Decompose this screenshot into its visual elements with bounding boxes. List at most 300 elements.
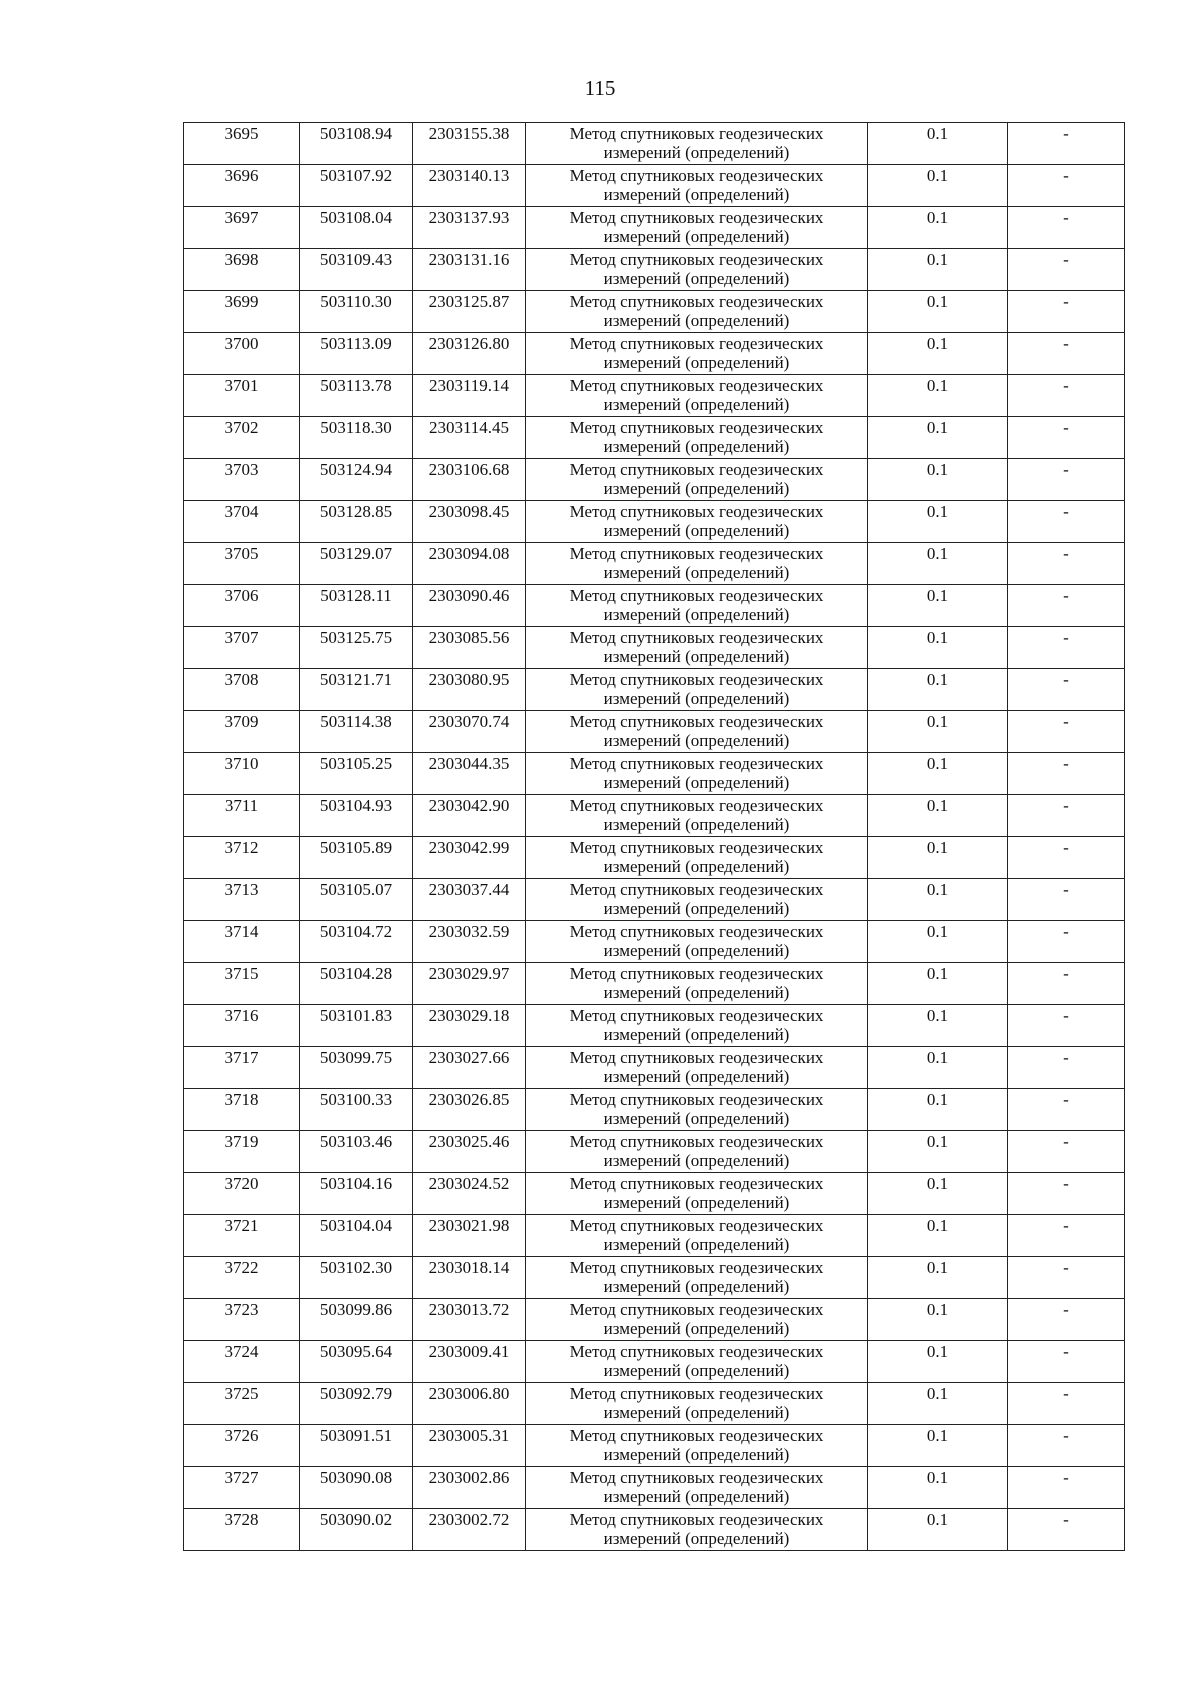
y-coordinate-cell-text: 2303005.31 (428, 1426, 510, 1445)
y-coordinate-cell (413, 753, 526, 795)
y-coordinate-cell (413, 501, 526, 543)
table-row (184, 207, 1125, 249)
extra-value-cell-text: - (1063, 460, 1069, 479)
method-cell (526, 333, 868, 375)
method-line-2: измерений (определений) (603, 563, 790, 582)
y-coordinate-cell (413, 1215, 526, 1257)
table-row (184, 1467, 1125, 1509)
accuracy-cell (868, 1299, 1008, 1341)
y-coordinate-cell-text: 2303025.46 (428, 1132, 510, 1151)
extra-value-cell-text: - (1063, 1216, 1069, 1235)
y-coordinate-cell-text: 2303080.95 (428, 670, 510, 689)
table-row (184, 711, 1125, 753)
extra-value-cell (1008, 333, 1125, 375)
point-number-cell-text: 3718 (224, 1090, 259, 1109)
table-row (184, 543, 1125, 585)
y-coordinate-cell-text: 2303013.72 (428, 1300, 510, 1319)
extra-value-cell (1008, 1215, 1125, 1257)
x-coordinate-cell-text: 503113.78 (320, 376, 392, 395)
point-number-cell-text: 3696 (224, 166, 259, 185)
x-coordinate-cell (300, 501, 413, 543)
point-number-cell (184, 1383, 300, 1425)
x-coordinate-cell-text: 503124.94 (319, 460, 393, 479)
accuracy-cell-text: 0.1 (926, 586, 949, 605)
table-row (184, 837, 1125, 879)
method-line-2: измерений (определений) (603, 143, 790, 162)
y-coordinate-cell (413, 585, 526, 627)
method-cell (526, 375, 868, 417)
method-line-2: измерений (определений) (603, 269, 790, 288)
accuracy-cell-text: 0.1 (926, 628, 949, 647)
method-line-2: измерений (определений) (603, 185, 790, 204)
method-cell (526, 627, 868, 669)
table-row (184, 753, 1125, 795)
x-coordinate-cell-text: 503102.30 (319, 1258, 393, 1277)
method-line-2: измерений (определений) (603, 1277, 790, 1296)
y-coordinate-cell-text: 2303131.16 (428, 250, 510, 269)
method-line-2: измерений (определений) (603, 605, 790, 624)
x-coordinate-cell (300, 921, 413, 963)
extra-value-cell (1008, 1467, 1125, 1509)
point-number-cell (184, 627, 300, 669)
table-row (184, 921, 1125, 963)
x-coordinate-cell-text: 503104.93 (319, 796, 393, 815)
point-number-cell (184, 837, 300, 879)
table-row (184, 417, 1125, 459)
method-cell (526, 1299, 868, 1341)
method-line-2: измерений (определений) (603, 899, 790, 918)
point-number-cell (184, 333, 300, 375)
point-number-cell-text: 3713 (224, 880, 259, 899)
extra-value-cell-text: - (1063, 334, 1069, 353)
x-coordinate-cell-text: 503105.07 (319, 880, 393, 899)
extra-value-cell-text: - (1063, 1132, 1069, 1151)
accuracy-cell-text: 0.1 (926, 964, 949, 983)
method-line-2: измерений (определений) (603, 1151, 790, 1170)
accuracy-cell-text: 0.1 (926, 1384, 949, 1403)
y-coordinate-cell-text: 2303042.90 (428, 796, 510, 815)
accuracy-cell-text: 0.1 (926, 922, 949, 941)
point-number-cell-text: 3697 (224, 208, 259, 227)
point-number-cell-text: 3716 (224, 1006, 259, 1025)
method-cell (526, 165, 868, 207)
table-row (184, 501, 1125, 543)
method-line-2: измерений (определений) (603, 1193, 790, 1212)
x-coordinate-cell (300, 1047, 413, 1089)
x-coordinate-cell (300, 1299, 413, 1341)
extra-value-cell-text: - (1063, 922, 1069, 941)
method-cell (526, 501, 868, 543)
point-number-cell (184, 123, 300, 165)
table-row (184, 1425, 1125, 1467)
x-coordinate-cell-text: 503095.64 (319, 1342, 393, 1361)
point-number-cell-text: 3715 (224, 964, 259, 983)
method-line-2: измерений (определений) (603, 1361, 790, 1380)
point-number-cell (184, 1299, 300, 1341)
x-coordinate-cell-text: 503125.75 (319, 628, 393, 647)
extra-value-cell-text: - (1063, 586, 1069, 605)
x-coordinate-cell-text: 503113.09 (320, 334, 392, 353)
table-row (184, 333, 1125, 375)
method-line-1: Метод спутниковых геодезических (569, 1468, 824, 1487)
extra-value-cell (1008, 249, 1125, 291)
extra-value-cell-text: - (1063, 1174, 1069, 1193)
point-number-cell-text: 3727 (224, 1468, 259, 1487)
method-line-2: измерений (определений) (603, 1235, 790, 1254)
accuracy-cell-text: 0.1 (926, 124, 949, 143)
x-coordinate-cell-text: 503100.33 (319, 1090, 393, 1109)
table-row (184, 1383, 1125, 1425)
y-coordinate-cell-text: 2303137.93 (428, 208, 510, 227)
x-coordinate-cell-text: 503109.43 (319, 250, 393, 269)
x-coordinate-cell-text: 503128.11 (320, 586, 392, 605)
x-coordinate-cell-text: 503104.72 (319, 922, 393, 941)
accuracy-cell (868, 291, 1008, 333)
accuracy-cell-text: 0.1 (926, 1048, 949, 1067)
table-row (184, 1047, 1125, 1089)
method-cell (526, 921, 868, 963)
y-coordinate-cell-text: 2303009.41 (428, 1342, 510, 1361)
accuracy-cell-text: 0.1 (926, 292, 949, 311)
point-number-cell (184, 1005, 300, 1047)
method-line-2: измерений (определений) (603, 311, 790, 330)
method-line-1: Метод спутниковых геодезических (569, 796, 824, 815)
extra-value-cell (1008, 417, 1125, 459)
table-row (184, 963, 1125, 1005)
method-line-1: Метод спутниковых геодезических (569, 712, 824, 731)
method-line-1: Метод спутниковых геодезических (569, 1090, 824, 1109)
point-number-cell (184, 795, 300, 837)
method-cell (526, 1257, 868, 1299)
point-number-cell-text: 3703 (224, 460, 259, 479)
point-number-cell-text: 3722 (224, 1258, 259, 1277)
accuracy-cell (868, 963, 1008, 1005)
y-coordinate-cell-text: 2303002.72 (428, 1510, 510, 1529)
x-coordinate-cell-text: 503092.79 (319, 1384, 393, 1403)
x-coordinate-cell (300, 711, 413, 753)
y-coordinate-cell-text: 2303114.45 (428, 418, 510, 437)
table-row (184, 291, 1125, 333)
x-coordinate-cell (300, 543, 413, 585)
y-coordinate-cell (413, 1257, 526, 1299)
method-cell (526, 249, 868, 291)
y-coordinate-cell (413, 837, 526, 879)
extra-value-cell (1008, 1089, 1125, 1131)
extra-value-cell-text: - (1063, 166, 1069, 185)
accuracy-cell (868, 123, 1008, 165)
y-coordinate-cell-text: 2303140.13 (428, 166, 510, 185)
y-coordinate-cell-text: 2303126.80 (428, 334, 510, 353)
accuracy-cell (868, 837, 1008, 879)
x-coordinate-cell (300, 1467, 413, 1509)
x-coordinate-cell (300, 879, 413, 921)
method-line-1: Метод спутниковых геодезических (569, 628, 824, 647)
accuracy-cell-text: 0.1 (926, 670, 949, 689)
extra-value-cell (1008, 1299, 1125, 1341)
method-cell (526, 1089, 868, 1131)
accuracy-cell (868, 921, 1008, 963)
x-coordinate-cell-text: 503108.94 (319, 124, 393, 143)
point-number-cell-text: 3714 (224, 922, 259, 941)
extra-value-cell (1008, 1173, 1125, 1215)
point-number-cell-text: 3705 (224, 544, 259, 563)
method-cell (526, 795, 868, 837)
extra-value-cell (1008, 1425, 1125, 1467)
y-coordinate-cell-text: 2303119.14 (428, 376, 510, 395)
extra-value-cell-text: - (1063, 1510, 1069, 1529)
method-line-1: Метод спутниковых геодезических (569, 922, 824, 941)
y-coordinate-cell (413, 963, 526, 1005)
x-coordinate-cell-text: 503090.08 (319, 1468, 393, 1487)
y-coordinate-cell-text: 2303032.59 (428, 922, 510, 941)
extra-value-cell (1008, 879, 1125, 921)
method-line-1: Метод спутниковых геодезических (569, 1174, 824, 1193)
method-cell (526, 837, 868, 879)
extra-value-cell (1008, 1383, 1125, 1425)
x-coordinate-cell-text: 503105.25 (319, 754, 393, 773)
point-number-cell-text: 3720 (224, 1174, 259, 1193)
point-number-cell-text: 3728 (224, 1510, 259, 1529)
y-coordinate-cell (413, 417, 526, 459)
y-coordinate-cell (413, 333, 526, 375)
point-number-cell (184, 417, 300, 459)
method-line-1: Метод спутниковых геодезических (569, 1216, 824, 1235)
accuracy-cell (868, 501, 1008, 543)
point-number-cell (184, 753, 300, 795)
extra-value-cell (1008, 1131, 1125, 1173)
x-coordinate-cell-text: 503110.30 (320, 292, 392, 311)
coordinates-table (183, 122, 1125, 1551)
accuracy-cell (868, 333, 1008, 375)
table-row (184, 1509, 1125, 1551)
method-line-2: измерений (определений) (603, 1529, 790, 1548)
method-cell (526, 711, 868, 753)
accuracy-cell-text: 0.1 (926, 460, 949, 479)
x-coordinate-cell (300, 291, 413, 333)
extra-value-cell-text: - (1063, 880, 1069, 899)
accuracy-cell (868, 711, 1008, 753)
accuracy-cell-text: 0.1 (926, 1006, 949, 1025)
y-coordinate-cell-text: 2303106.68 (428, 460, 510, 479)
x-coordinate-cell-text: 503090.02 (319, 1510, 393, 1529)
method-cell (526, 291, 868, 333)
accuracy-cell-text: 0.1 (926, 502, 949, 521)
table-row (184, 1341, 1125, 1383)
accuracy-cell-text: 0.1 (926, 1174, 949, 1193)
point-number-cell-text: 3702 (224, 418, 259, 437)
x-coordinate-cell (300, 753, 413, 795)
y-coordinate-cell-text: 2303070.74 (428, 712, 510, 731)
accuracy-cell (868, 753, 1008, 795)
method-line-1: Метод спутниковых геодезических (569, 1006, 824, 1025)
method-line-1: Метод спутниковых геодезических (569, 208, 824, 227)
extra-value-cell-text: - (1063, 502, 1069, 521)
point-number-cell (184, 207, 300, 249)
x-coordinate-cell (300, 963, 413, 1005)
point-number-cell-text: 3724 (224, 1342, 259, 1361)
method-line-1: Метод спутниковых геодезических (569, 250, 824, 269)
point-number-cell (184, 585, 300, 627)
method-cell (526, 963, 868, 1005)
y-coordinate-cell-text: 2303044.35 (428, 754, 510, 773)
point-number-cell (184, 921, 300, 963)
method-cell (526, 1173, 868, 1215)
extra-value-cell (1008, 543, 1125, 585)
method-line-2: измерений (определений) (603, 941, 790, 960)
point-number-cell (184, 669, 300, 711)
extra-value-cell (1008, 753, 1125, 795)
method-cell (526, 1383, 868, 1425)
method-line-1: Метод спутниковых геодезических (569, 376, 824, 395)
accuracy-cell (868, 1467, 1008, 1509)
method-cell (526, 1005, 868, 1047)
method-line-2: измерений (определений) (603, 521, 790, 540)
x-coordinate-cell (300, 837, 413, 879)
point-number-cell (184, 375, 300, 417)
accuracy-cell (868, 207, 1008, 249)
y-coordinate-cell (413, 207, 526, 249)
x-coordinate-cell (300, 585, 413, 627)
method-line-2: измерений (определений) (603, 1025, 790, 1044)
extra-value-cell-text: - (1063, 1258, 1069, 1277)
point-number-cell (184, 543, 300, 585)
accuracy-cell (868, 1131, 1008, 1173)
y-coordinate-cell (413, 375, 526, 417)
point-number-cell (184, 879, 300, 921)
table-row (184, 459, 1125, 501)
method-line-1: Метод спутниковых геодезических (569, 1258, 824, 1277)
accuracy-cell-text: 0.1 (926, 712, 949, 731)
extra-value-cell (1008, 375, 1125, 417)
accuracy-cell (868, 1509, 1008, 1551)
point-number-cell (184, 1089, 300, 1131)
x-coordinate-cell-text: 503114.38 (320, 712, 392, 731)
x-coordinate-cell (300, 1089, 413, 1131)
extra-value-cell (1008, 165, 1125, 207)
extra-value-cell-text: - (1063, 292, 1069, 311)
method-cell (526, 1047, 868, 1089)
point-number-cell-text: 3708 (224, 670, 259, 689)
accuracy-cell-text: 0.1 (926, 880, 949, 899)
extra-value-cell (1008, 459, 1125, 501)
point-number-cell (184, 291, 300, 333)
table-row (184, 1173, 1125, 1215)
y-coordinate-cell-text: 2303029.18 (428, 1006, 510, 1025)
extra-value-cell-text: - (1063, 1426, 1069, 1445)
x-coordinate-cell (300, 795, 413, 837)
point-number-cell (184, 1215, 300, 1257)
point-number-cell-text: 3721 (224, 1216, 259, 1235)
method-line-1: Метод спутниковых геодезических (569, 460, 824, 479)
y-coordinate-cell (413, 879, 526, 921)
x-coordinate-cell (300, 375, 413, 417)
method-line-1: Метод спутниковых геодезических (569, 166, 824, 185)
y-coordinate-cell-text: 2303085.56 (428, 628, 510, 647)
point-number-cell-text: 3719 (224, 1132, 259, 1151)
table-row (184, 165, 1125, 207)
point-number-cell (184, 249, 300, 291)
table-row (184, 585, 1125, 627)
method-cell (526, 1509, 868, 1551)
accuracy-cell (868, 1341, 1008, 1383)
point-number-cell-text: 3717 (224, 1048, 259, 1067)
x-coordinate-cell (300, 165, 413, 207)
method-cell (526, 207, 868, 249)
y-coordinate-cell-text: 2303024.52 (428, 1174, 510, 1193)
method-cell (526, 1425, 868, 1467)
extra-value-cell (1008, 1005, 1125, 1047)
extra-value-cell (1008, 1047, 1125, 1089)
method-line-1: Метод спутниковых геодезических (569, 1300, 824, 1319)
method-line-2: измерений (определений) (603, 1403, 790, 1422)
method-line-2: измерений (определений) (603, 437, 790, 456)
y-coordinate-cell-text: 2303037.44 (428, 880, 510, 899)
accuracy-cell-text: 0.1 (926, 1468, 949, 1487)
method-line-2: измерений (определений) (603, 227, 790, 246)
accuracy-cell (868, 1425, 1008, 1467)
y-coordinate-cell (413, 543, 526, 585)
accuracy-cell (868, 1089, 1008, 1131)
table-row (184, 627, 1125, 669)
accuracy-cell-text: 0.1 (926, 1426, 949, 1445)
point-number-cell-text: 3704 (224, 502, 259, 521)
x-coordinate-cell (300, 1173, 413, 1215)
accuracy-cell-text: 0.1 (926, 544, 949, 563)
accuracy-cell-text: 0.1 (926, 838, 949, 857)
accuracy-cell (868, 543, 1008, 585)
method-line-1: Метод спутниковых геодезических (569, 586, 824, 605)
x-coordinate-cell-text: 503104.04 (319, 1216, 393, 1235)
x-coordinate-cell (300, 1509, 413, 1551)
point-number-cell (184, 963, 300, 1005)
y-coordinate-cell (413, 249, 526, 291)
x-coordinate-cell (300, 627, 413, 669)
point-number-cell (184, 1257, 300, 1299)
method-line-1: Метод спутниковых геодезических (569, 334, 824, 353)
method-line-1: Метод спутниковых геодезических (569, 1342, 824, 1361)
extra-value-cell-text: - (1063, 1468, 1069, 1487)
method-line-2: измерений (определений) (603, 1067, 790, 1086)
accuracy-cell-text: 0.1 (926, 250, 949, 269)
accuracy-cell (868, 1215, 1008, 1257)
table-row (184, 1257, 1125, 1299)
accuracy-cell (868, 795, 1008, 837)
method-cell (526, 459, 868, 501)
extra-value-cell-text: - (1063, 208, 1069, 227)
accuracy-cell (868, 1383, 1008, 1425)
y-coordinate-cell (413, 1089, 526, 1131)
extra-value-cell (1008, 795, 1125, 837)
x-coordinate-cell-text: 503118.30 (320, 418, 392, 437)
extra-value-cell (1008, 711, 1125, 753)
y-coordinate-cell (413, 1509, 526, 1551)
point-number-cell-text: 3709 (224, 712, 259, 731)
point-number-cell-text: 3698 (224, 250, 259, 269)
point-number-cell (184, 711, 300, 753)
table-row (184, 123, 1125, 165)
extra-value-cell (1008, 837, 1125, 879)
extra-value-cell (1008, 963, 1125, 1005)
accuracy-cell-text: 0.1 (926, 1300, 949, 1319)
y-coordinate-cell-text: 2303027.66 (428, 1048, 510, 1067)
extra-value-cell-text: - (1063, 250, 1069, 269)
y-coordinate-cell-text: 2303042.99 (428, 838, 510, 857)
table-row (184, 1299, 1125, 1341)
method-cell (526, 585, 868, 627)
table-row (184, 249, 1125, 291)
x-coordinate-cell-text: 503101.83 (319, 1006, 393, 1025)
coordinates-table-body (184, 123, 1125, 1551)
